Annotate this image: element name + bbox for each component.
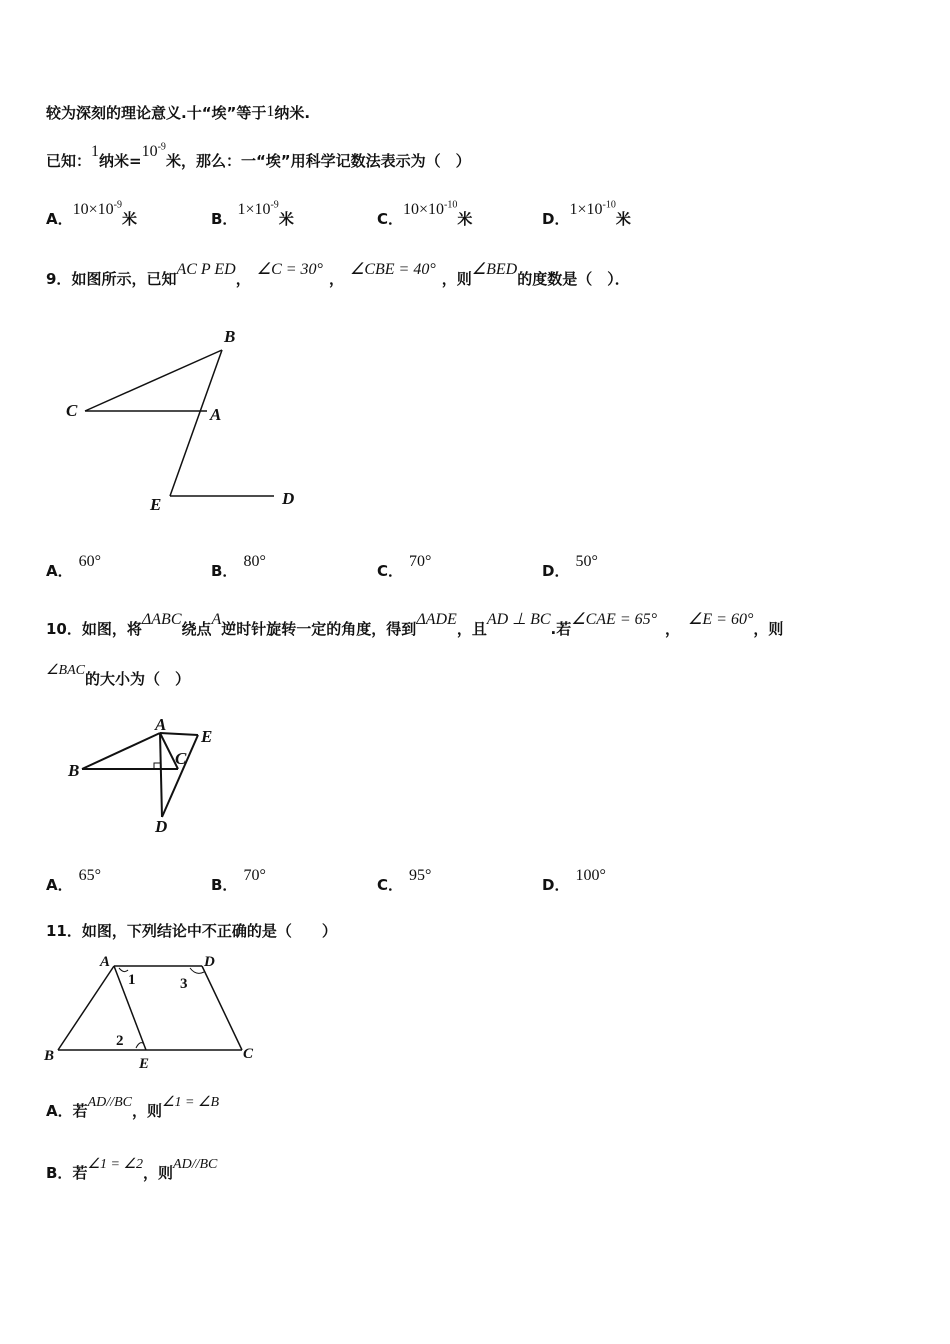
q10-label-e: E: [201, 727, 213, 746]
q9-option-a[interactable]: A．60°: [46, 553, 102, 580]
q11-label-d: D: [204, 954, 215, 970]
q11-label-e: E: [139, 1056, 150, 1072]
q11-label-c: C: [243, 1046, 254, 1062]
q10-option-a[interactable]: A．65°: [46, 867, 102, 894]
q8-prefix: 已知：: [46, 152, 92, 170]
q8-option-c[interactable]: C．$10\times 10^{-10}$米: [377, 199, 473, 228]
q8-option-a[interactable]: A．$10\times 10^{-9}$米: [46, 199, 137, 228]
q11-option-a[interactable]: A．若AD//BC，则∠1 = ∠B: [46, 1095, 220, 1120]
q9-option-d[interactable]: D．50°: [542, 553, 598, 580]
q8-num: 1: [91, 143, 100, 160]
q8-option-d[interactable]: D．$1\times 10^{-10}$米: [542, 199, 631, 228]
q10-option-b[interactable]: B．70°: [211, 867, 266, 894]
q9-stem: 9．如图所示，已知AC P ED，∠C = 30°，∠CBE = 40°，则∠BED的度数是（ ）．: [46, 261, 630, 288]
intro-text: 较为深刻的理论意义.十“埃”等于: [46, 104, 267, 122]
q10-label-c: C: [175, 749, 187, 768]
q8-mid: 纳米=: [99, 152, 142, 170]
intro-line: [46, 102, 310, 123]
q10-option-d[interactable]: D．100°: [542, 867, 606, 894]
q10-option-c[interactable]: C．95°: [377, 867, 432, 894]
q11-option-b[interactable]: B．若∠1 = ∠2，则AD//BC: [46, 1157, 218, 1182]
q9-label-c: C: [66, 401, 78, 420]
q11-label-2: 2: [116, 1033, 124, 1049]
q9-figure: [60, 322, 320, 522]
q10-stem-2: ∠BAC的大小为（ ）: [46, 663, 191, 688]
intro-number: 1: [266, 103, 275, 120]
q10-figure: [60, 712, 230, 842]
q11-label-a: A: [100, 954, 111, 970]
q9-option-c[interactable]: C．70°: [377, 553, 432, 580]
q8-stem: [46, 141, 471, 171]
q11-label-1: 1: [128, 972, 136, 988]
q8-tail: 米，那么：一“埃”用科学记数法表示为（ ）: [165, 152, 471, 170]
q8-option-b[interactable]: B．$1\times 10^{-9}$米: [211, 199, 294, 228]
q10-label-d: D: [155, 817, 168, 836]
q9-label-e: E: [150, 495, 162, 514]
q11-label-b: B: [44, 1048, 55, 1064]
intro-text-end: 纳米.: [274, 104, 311, 122]
q10-label-b: B: [68, 761, 80, 780]
q11-stem: 11．如图，下列结论中不正确的是（ ）: [46, 922, 337, 940]
q9-label-d: D: [282, 489, 295, 508]
q11-label-3: 3: [180, 976, 188, 992]
q9-option-b[interactable]: B．80°: [211, 553, 266, 580]
q11-figure: [40, 950, 270, 1075]
q9-label-b: B: [224, 327, 236, 346]
q8-power: $10^{-9}$: [141, 141, 166, 160]
q10-stem: 10．如图，将ΔABC绕点A逆时针旋转一定的角度，得到ΔADE，且AD ⊥ BC.若∠CAE = 65°，∠E = 60°，则: [46, 611, 784, 638]
q10-label-a: A: [155, 715, 167, 734]
q9-label-a: A: [210, 405, 222, 424]
